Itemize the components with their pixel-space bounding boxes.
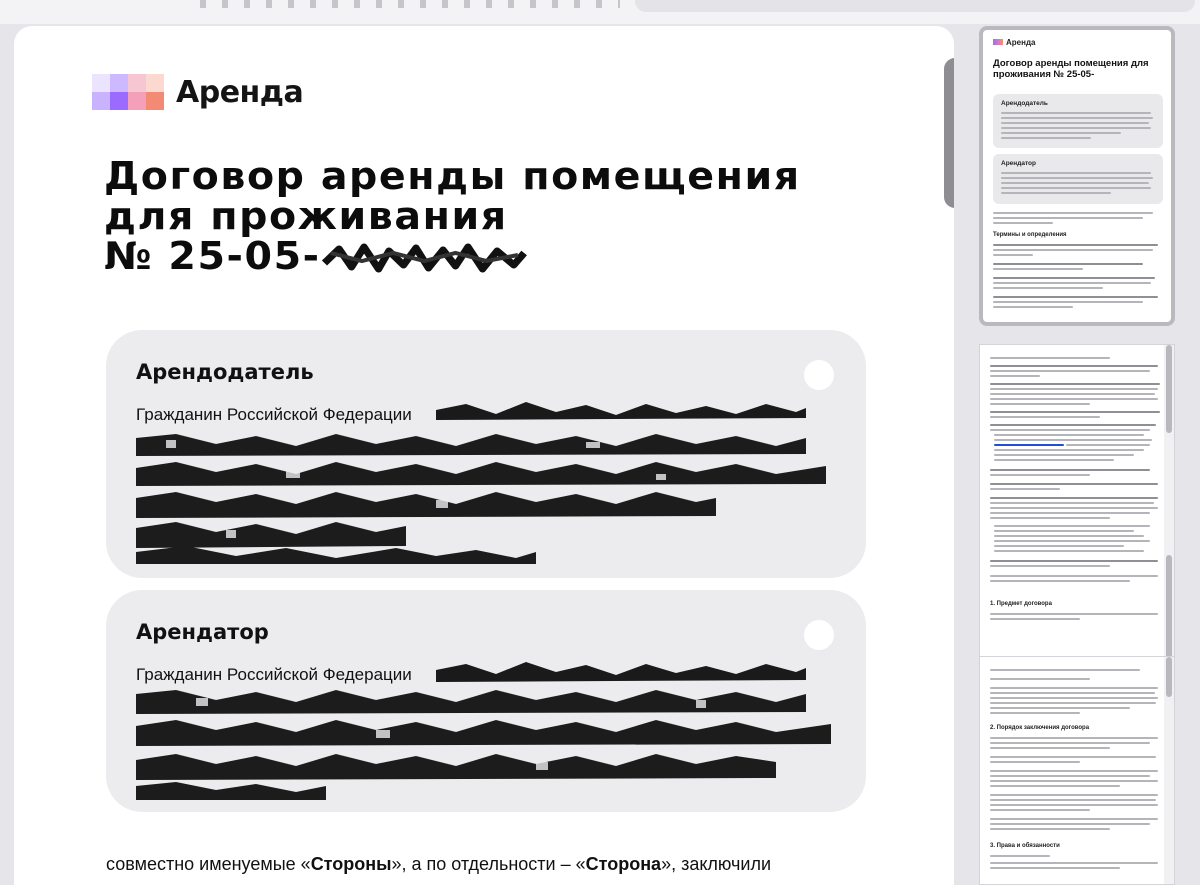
document-title [104, 156, 894, 276]
thumbnail-section-rights: 3. Права и обязанности [990, 843, 1060, 849]
landlord-title: Арендодатель [136, 360, 314, 384]
browser-toolbar [0, 0, 1200, 24]
tenant-title: Арендатор [136, 620, 269, 644]
logo-mark-icon [92, 74, 166, 110]
page-thumbnails [964, 26, 1200, 885]
document-number [104, 236, 894, 276]
tenant-redacted-details [436, 662, 836, 692]
document-page [14, 26, 954, 885]
thumbnail-logo: Аренда [993, 38, 1035, 47]
landlord-expand-toggle[interactable] [804, 360, 834, 390]
title-line-2: для проживания [104, 194, 508, 238]
thumbnail-section-conclusion: 2. Порядок заключения договора [990, 725, 1090, 731]
thumbnail-scrollbar [1164, 345, 1174, 657]
tenant-expand-toggle[interactable] [804, 620, 834, 650]
thumbnail-tenant-box: Арендатор [993, 154, 1163, 204]
logo-mark-icon [993, 39, 1003, 45]
thumbnail-scrollbar [1164, 657, 1174, 884]
tenant-card [106, 590, 866, 812]
logo [92, 74, 303, 110]
redacted-number [321, 243, 529, 273]
thumbnail-page-2[interactable] [979, 344, 1175, 658]
landlord-card [106, 330, 866, 578]
landlord-text: Гражданин Российской Федерации [136, 405, 412, 424]
document-scrollbar[interactable] [944, 58, 954, 208]
tenant-redacted-lines [136, 690, 836, 800]
tenant-text: Гражданин Российской Федерации [136, 665, 412, 684]
toolbar-icons [200, 0, 620, 8]
logo-text: Аренда [176, 74, 304, 110]
parties-clause: совместно именуемые «Стороны», а по отдельности – «Сторона», заключили [106, 854, 772, 874]
landlord-redacted-lines [136, 434, 836, 564]
title-line-1: Договор аренды помещения [104, 154, 801, 198]
address-bar[interactable] [635, 0, 1195, 12]
thumbnail-page-1[interactable] [979, 26, 1175, 326]
thumbnail-section-terms: Термины и определения [993, 232, 1067, 238]
thumbnail-section-subject: 1. Предмет договора [990, 601, 1052, 607]
thumbnail-landlord-box: Арендодатель [993, 94, 1163, 148]
thumbnail-page-3[interactable] [979, 656, 1175, 885]
document-number-prefix: № 25-05- [104, 234, 321, 278]
thumbnail-title: Договор аренды помещения для проживания № 25-05- [993, 58, 1149, 80]
